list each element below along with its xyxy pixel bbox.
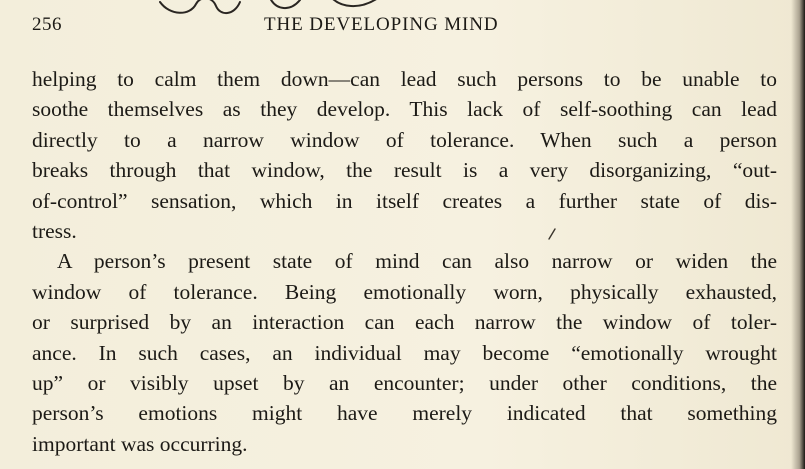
text-line: A person’s present state of mind can also narrow or widen the: [57, 249, 777, 274]
running-head: THE DEVELOPING MIND: [264, 14, 499, 35]
paragraph: [32, 246, 777, 459]
text-line: of-control” sensation, which in itself creates a further state of dis-: [32, 188, 777, 213]
text-line: important was occurring.: [32, 431, 248, 456]
pencil-mark: [548, 228, 556, 240]
paragraph: [32, 64, 777, 246]
body-text: [32, 64, 777, 459]
page-header: [32, 14, 772, 42]
text-line: breaks through that window, the result is a very disorganizing, “out-: [32, 158, 777, 183]
text-line: helping to calm them down—can lead such persons to be unable to: [32, 67, 777, 91]
text-line: up” or visibly upset by an encounter; under other conditions, the: [32, 370, 777, 395]
text-line: soothe themselves as they develop. This lack of self-soothing can lead: [32, 97, 777, 122]
text-line: window of tolerance. Being emotionally worn, physically exhausted,: [32, 279, 777, 304]
text-line: tress.: [32, 218, 77, 243]
text-line: person’s emotions might have merely indicated that something: [32, 401, 777, 426]
text-line: ance. In such cases, an individual may become “emotionally wrought: [32, 340, 777, 365]
page-number: 256: [32, 14, 62, 35]
text-line: or surprised by an interaction can each narrow the window of toler-: [32, 310, 777, 335]
page-edge-shadow: [791, 0, 805, 469]
text-line: directly to a narrow window of tolerance. When such a person: [32, 127, 777, 152]
